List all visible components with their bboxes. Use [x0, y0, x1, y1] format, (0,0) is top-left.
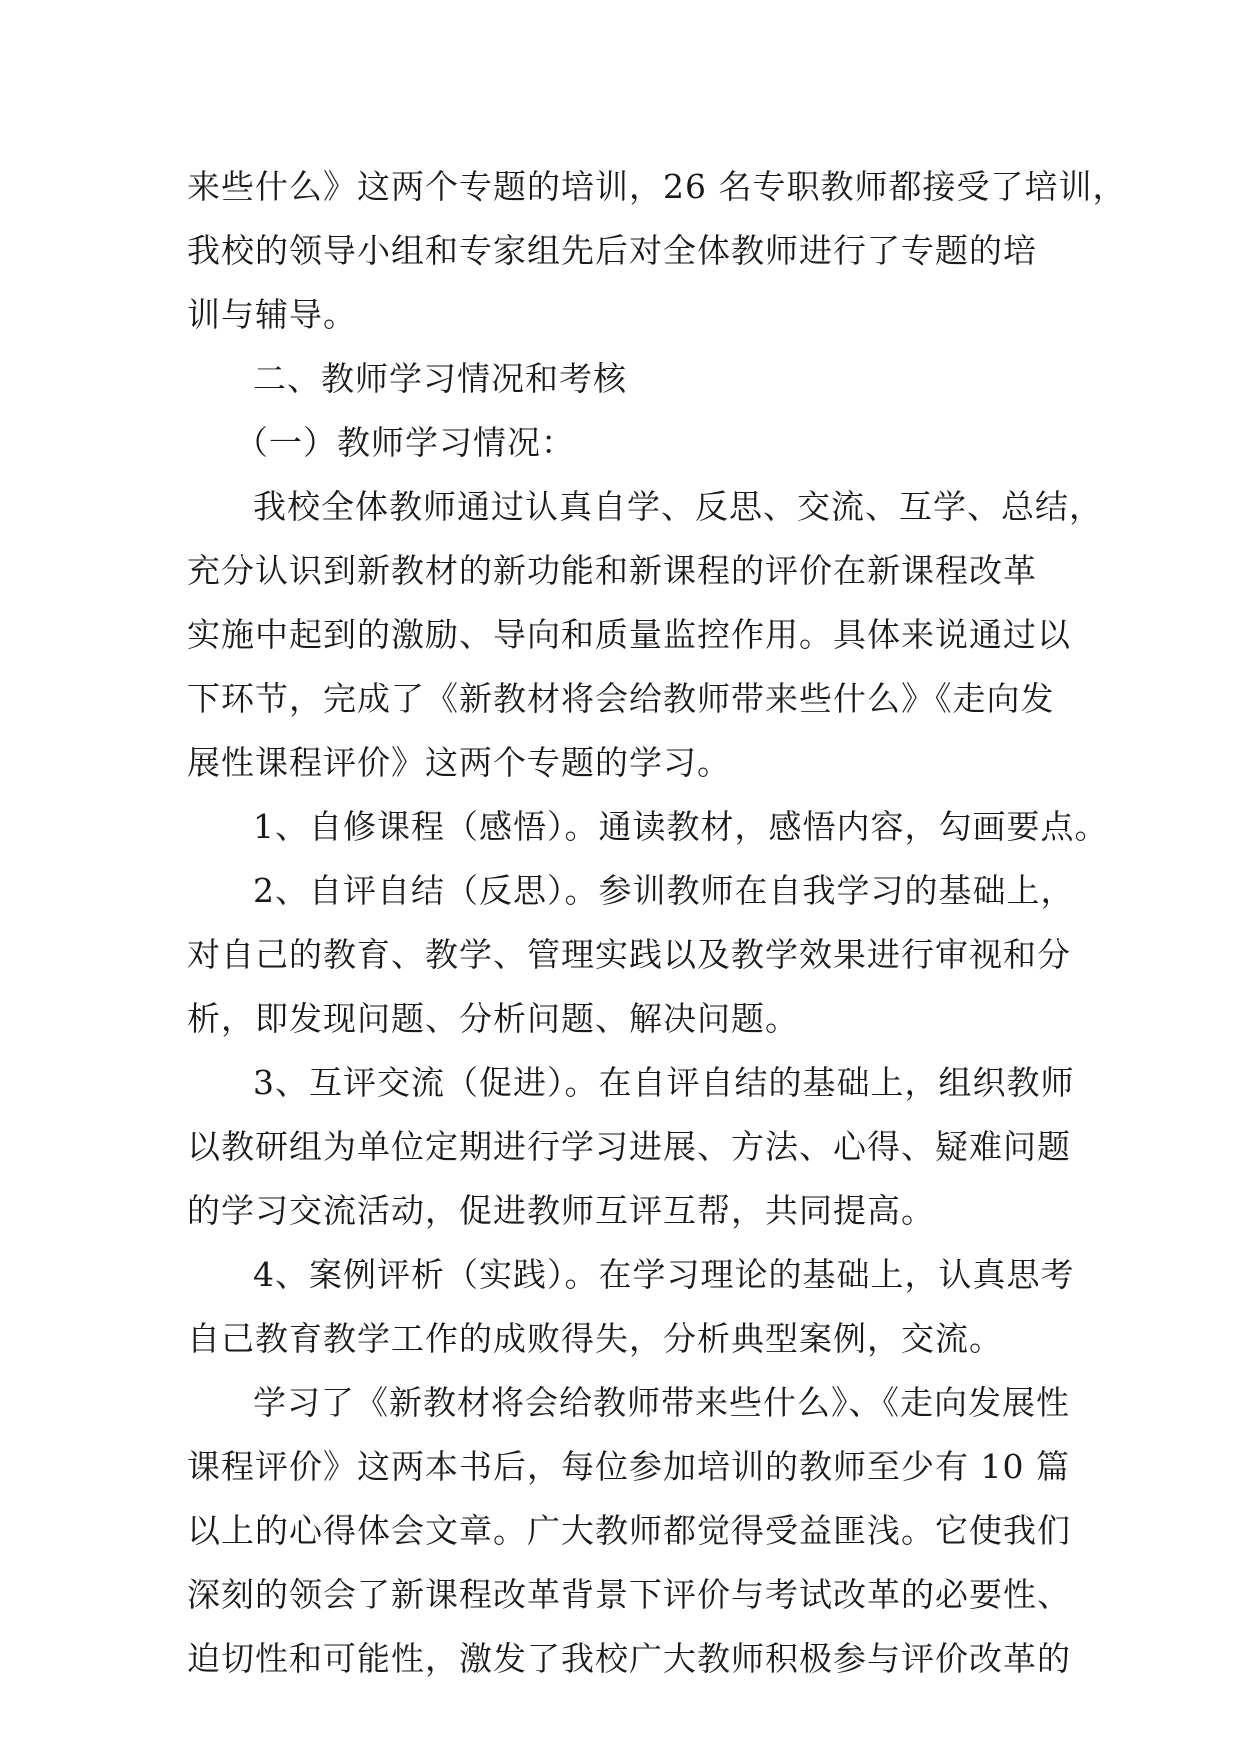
paragraph-line: 自己教育教学工作的成败得失，分析典型案例，交流。: [187, 1319, 1003, 1358]
subsection-heading: （一）教师学习情况：: [235, 423, 575, 462]
section-heading: 二、教师学习情况和考核: [253, 359, 627, 398]
paragraph-line: 迫切性和可能性，激发了我校广大教师积极参与评价改革的: [187, 1639, 1071, 1678]
list-item: 2、自评自结（反思）。参训教师在自我学习的基础上，: [253, 871, 1075, 910]
paragraph-line: 来些什么》这两个专题的培训，26 名专职教师都接受了培训，: [187, 167, 1127, 206]
paragraph-line: 实施中起到的激励、导向和质量监控作用。具体来说通过以: [187, 615, 1071, 654]
paragraph-line: 深刻的领会了新课程改革背景下评价与考试改革的必要性、: [187, 1575, 1071, 1614]
paragraph-line: 课程评价》这两本书后，每位参加培训的教师至少有 10 篇: [187, 1447, 1070, 1486]
paragraph-line: 展性课程评价》这两个专题的学习。: [187, 743, 731, 782]
paragraph-line: 以教研组为单位定期进行学习进展、方法、心得、疑难问题: [187, 1127, 1071, 1166]
paragraph-line: 析，即发现问题、分析问题、解决问题。: [187, 999, 799, 1038]
list-item: 4、案例评析（实践）。在学习理论的基础上，认真思考: [253, 1255, 1075, 1294]
paragraph-line: 我校的领导小组和专家组先后对全体教师进行了专题的培: [187, 231, 1037, 270]
paragraph-line: 下环节，完成了《新教材将会给教师带来些什么》《走向发: [187, 679, 1055, 718]
paragraph-line: 以上的心得体会文章。广大教师都觉得受益匪浅。它使我们: [187, 1511, 1071, 1550]
paragraph-line: 的学习交流活动，促进教师互评互帮，共同提高。: [187, 1191, 935, 1230]
paragraph-line: 学习了《新教材将会给教师带来些什么》、《走向发展性: [253, 1383, 1070, 1422]
document-body: [187, 155, 1127, 1691]
paragraph-line: 训与辅导。: [187, 295, 357, 334]
list-item: 3、互评交流（促进）。在自评自结的基础上，组织教师: [253, 1063, 1075, 1102]
list-item: 1、自修课程（感悟）。通读教材，感悟内容，勾画要点。: [253, 807, 1109, 846]
paragraph-line: 充分认识到新教材的新功能和新课程的评价在新课程改革: [187, 551, 1037, 590]
paragraph-line: 对自己的教育、教学、管理实践以及教学效果进行审视和分: [187, 935, 1071, 974]
paragraph-line: 我校全体教师通过认真自学、反思、交流、互学、总结，: [253, 487, 1103, 526]
